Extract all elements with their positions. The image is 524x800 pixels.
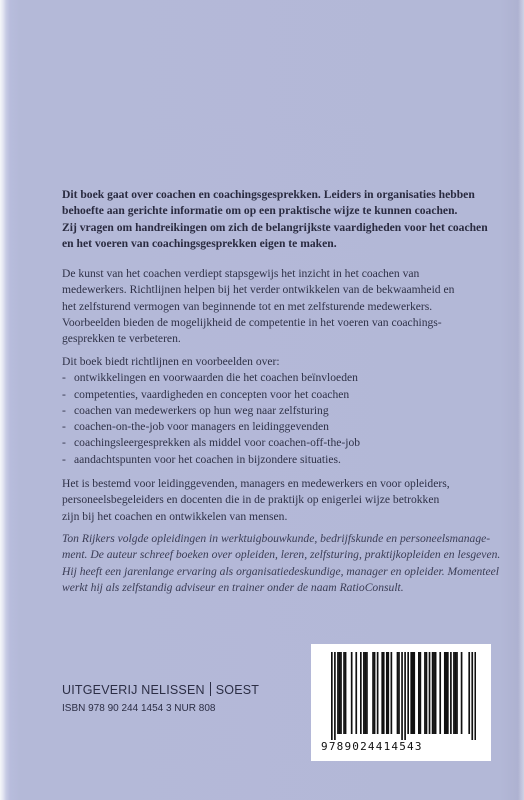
- audience-line: zijn bij het coachen en ontwikkelen van mensen.: [62, 509, 288, 523]
- description-line: medewerkers. Richtlijnen helpen bij het verder ontwikkelen van de bekwaamheid en: [62, 283, 455, 297]
- barcode-bar: [412, 652, 414, 734]
- intro-line: behoefte aan gerichte informatie om op een praktische wijze te kunnen coachen.: [62, 204, 458, 218]
- barcode-bar: [343, 652, 345, 734]
- publisher-logo: [62, 682, 259, 697]
- barcode-bar: [366, 652, 368, 734]
- barcode-bar: [351, 652, 353, 734]
- bio-line: Ton Rijkers volgde opleidingen in werktuigbouwkunde, bedrijfskunde en personeelsmanage-: [62, 532, 491, 545]
- barcode-number: 9789024414543: [321, 740, 423, 753]
- barcode-bar: [360, 652, 362, 734]
- barcode-bar: [471, 652, 473, 740]
- barcode-bar: [365, 652, 367, 734]
- barcode-bar: [456, 652, 458, 734]
- description-line: De kunst van het coachen verdiept stapsgewijs het inzicht in het coachen van: [62, 267, 420, 280]
- barcode-bar: [340, 652, 342, 734]
- barcode-bar: [383, 652, 385, 734]
- list-item: - coachen-on-the-job voor managers en leidinggevenden: [62, 419, 472, 435]
- audience-line: Het is bestemd voor leidinggevenden, managers en medewerkers en voor opleiders,: [62, 477, 450, 490]
- barcode-bar: [386, 652, 388, 734]
- barcode-bar: [337, 652, 339, 734]
- barcode-bar: [387, 652, 389, 734]
- barcode-bar: [334, 652, 336, 740]
- barcode-bar: [468, 652, 470, 734]
- barcode-bar: [355, 652, 357, 734]
- list-item: - aandachtspunten voor het coachen in bijzondere situaties.: [62, 452, 472, 468]
- barcode-bar: [363, 652, 365, 734]
- list-item: - competenties, vaardigheden en concepten voor het coachen: [62, 387, 472, 403]
- barcode-bar: [397, 652, 399, 734]
- list-item: - coachingsleergesprekken als middel voor coachen-off-the-job: [62, 435, 472, 451]
- bio-line: ment. De auteur schreef boeken over opleiden, leren, zelfsturing, praktijkopleiden en lesgeven.: [62, 548, 501, 562]
- topics-section: [62, 354, 472, 468]
- intro-line: en het voeren van coachingsgesprekken eigen te maken.: [62, 236, 337, 250]
- description-line: gesprekken te verbeteren.: [62, 332, 181, 346]
- intro-line: Zij vragen om handreikingen om zich de belangrijkste vaardigheden voor het coachen: [62, 220, 488, 234]
- barcode-bar: [450, 652, 452, 734]
- spine-shadow: [0, 0, 10, 800]
- barcode-bar: [420, 652, 422, 734]
- intro-paragraph: [62, 187, 488, 252]
- barcode-bar: [429, 652, 431, 734]
- barcode: [311, 644, 491, 761]
- barcode-bar: [439, 652, 441, 734]
- list-item: - coachen van medewerkers op hun weg naar zelfsturing: [62, 403, 472, 419]
- barcode-bar: [391, 652, 393, 734]
- barcode-bar: [435, 652, 437, 734]
- barcode-bar: [401, 652, 403, 740]
- publisher-divider: [210, 682, 211, 696]
- barcode-bar: [331, 652, 333, 740]
- barcode-bar: [407, 652, 409, 734]
- barcode-bar: [445, 652, 447, 734]
- barcode-bar: [418, 652, 420, 734]
- barcode-bar: [372, 652, 374, 734]
- audience-paragraph: [62, 476, 472, 525]
- description-paragraph: [62, 266, 472, 347]
- author-bio: [62, 531, 501, 596]
- isbn-line: ISBN 978 90 244 1454 3 NUR 808: [62, 703, 216, 714]
- barcode-bar: [345, 652, 347, 734]
- barcode-bar: [444, 652, 446, 734]
- topics-list: [62, 370, 472, 468]
- barcode-bar: [424, 652, 426, 734]
- barcode-bar: [461, 652, 463, 734]
- barcode-bar: [374, 652, 376, 734]
- barcode-bar: [433, 652, 435, 734]
- intro-line: Dit boek gaat over coachen en coachingsgesprekken. Leiders in organisaties hebben: [62, 188, 475, 201]
- barcode-bar: [377, 652, 379, 734]
- barcode-bar: [426, 652, 428, 734]
- description-line: het zelfsturend vermogen van beginnende tot en met zelfsturende medewerkers.: [62, 299, 433, 313]
- barcode-bar: [455, 652, 457, 734]
- barcode-bar: [474, 652, 476, 740]
- publisher-city: SOEST: [215, 683, 260, 697]
- barcode-bar: [381, 652, 383, 734]
- topics-intro: Dit boek biedt richtlijnen en voorbeelden over:: [62, 355, 280, 368]
- publisher-name: UITGEVERIJ NELISSEN: [62, 683, 205, 697]
- barcode-bar: [447, 652, 449, 734]
- barcode-bar: [398, 652, 400, 734]
- description-line: Voorbeelden bieden de mogelijkheid de competentie in het voeren van coachings-: [62, 315, 442, 329]
- audience-line: personeelsbegeleiders en docenten die in de praktijk op enigerlei wijze betrokken: [62, 493, 440, 507]
- barcode-bar: [453, 652, 455, 734]
- barcode-bar: [432, 652, 434, 734]
- bio-line: werkt hij als zelfstandig adviseur en trainer onder de naam RatioConsult.: [62, 580, 404, 594]
- barcode-bar: [413, 652, 415, 734]
- bio-line: Hij heeft een jarenlange ervaring als organisatiedeskundige, manager en opleider. Momenteel: [62, 564, 500, 578]
- list-item: - ontwikkelingen en voorwaarden die het coachen beïnvloeden: [62, 370, 472, 386]
- barcode-bar: [410, 652, 412, 734]
- barcode-bar: [404, 652, 406, 740]
- barcode-bars: [331, 652, 476, 740]
- barcode-bar: [339, 652, 341, 734]
